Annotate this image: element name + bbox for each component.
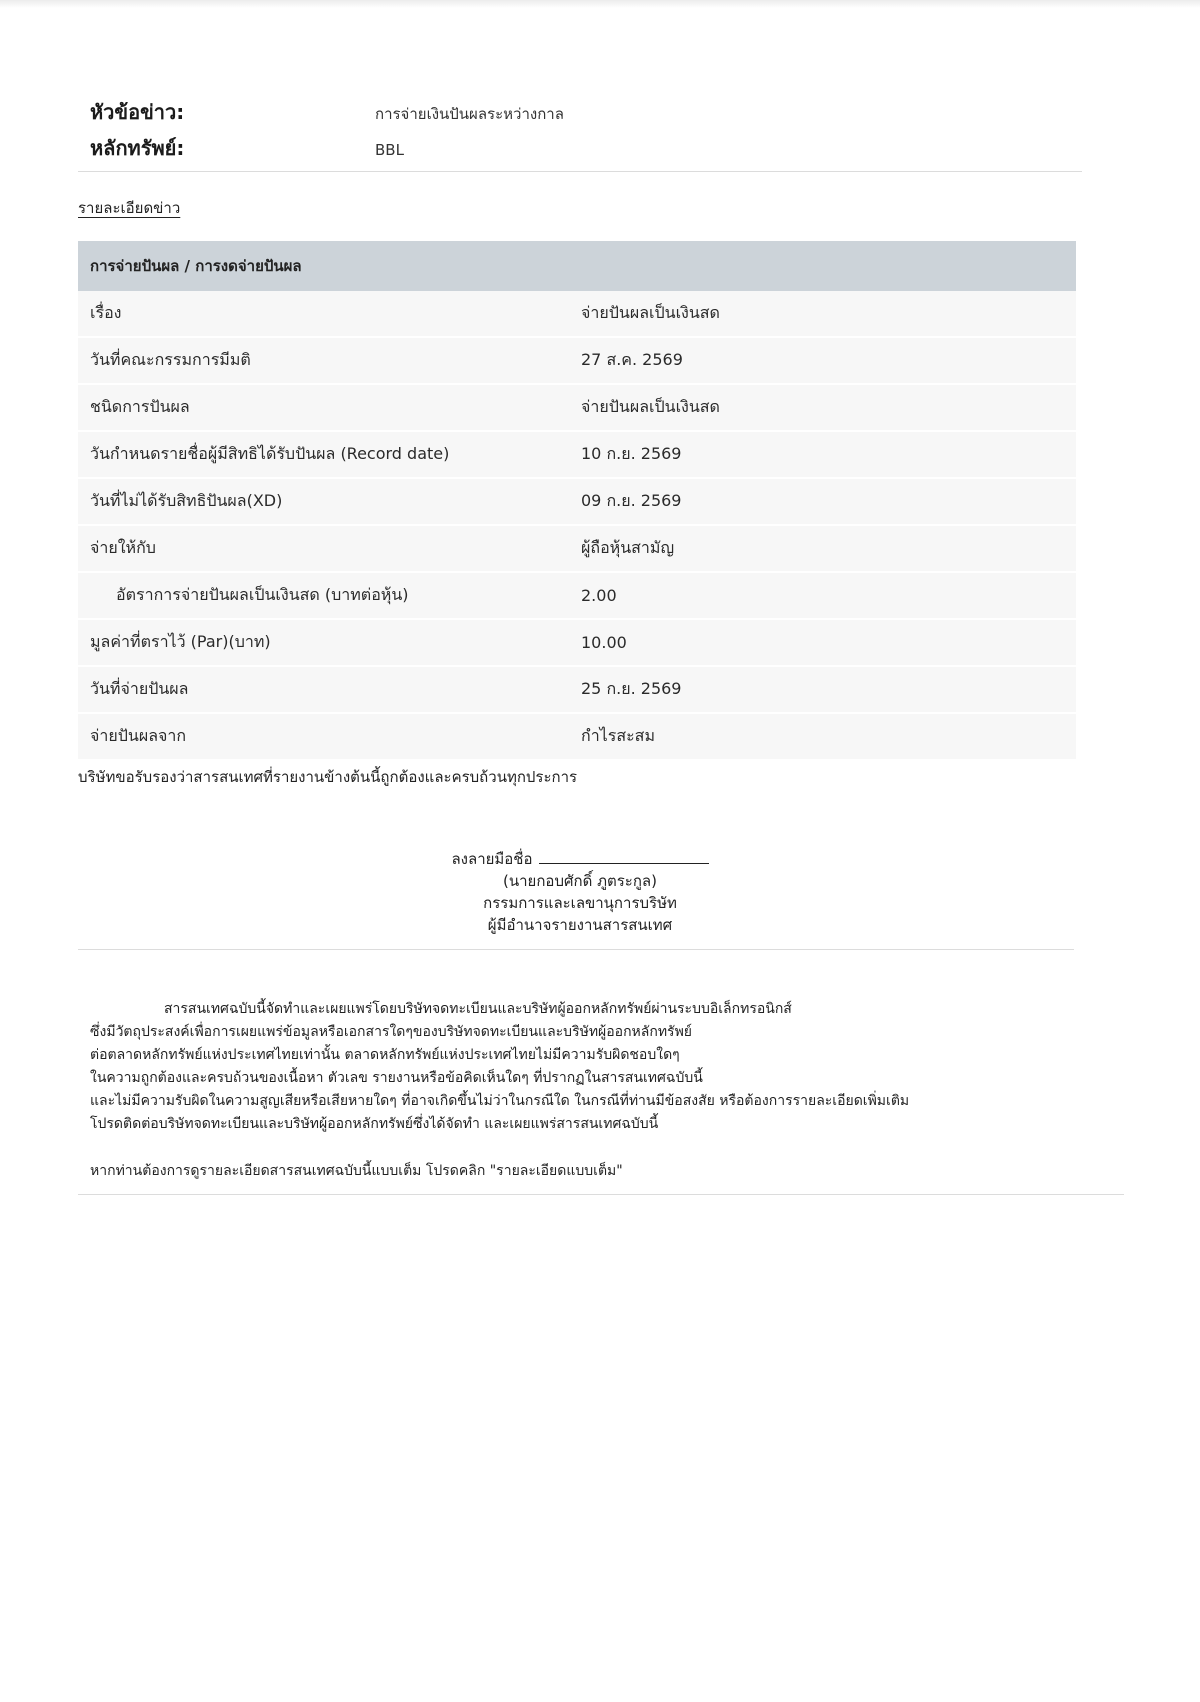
- row-label: จ่ายปันผลจาก: [90, 726, 187, 745]
- table-row: [78, 338, 1076, 385]
- security-row: [90, 132, 1082, 168]
- headline-value: การจ่ายเงินปันผลระหว่างกาล: [375, 105, 564, 123]
- disclaimer-line: ซึ่งมีวัตถุประสงค์เพื่อการเผยแพร่ข้อมูลหรือเอกสารใดๆของบริษัทจดทะเบียนและบริษัทผู้ออกหลักทรัพย์: [90, 1024, 693, 1040]
- signature-divider: [78, 949, 1074, 950]
- signature-line-row: [340, 848, 820, 870]
- bottom-divider: [78, 1194, 1124, 1195]
- table-row: [78, 714, 1076, 761]
- row-value: 09 ก.ย. 2569: [581, 491, 682, 510]
- row-value: 10 ก.ย. 2569: [581, 444, 682, 463]
- row-label: วันที่จ่ายปันผล: [90, 679, 189, 698]
- top-shadow: [0, 0, 1200, 8]
- disclaimer-line: สารสนเทศฉบับนี้จัดทำและเผยแพร่โดยบริษัทจดทะเบียนและบริษัทผู้ออกหลักทรัพย์ผ่านระบบอิเล็กทรอนิกส์: [164, 1001, 792, 1017]
- disclaimer-line: โปรดติดต่อบริษัทจดทะเบียนและบริษัทผู้ออกหลักทรัพย์ซึ่งได้จัดทำ และเผยแพร่สารสนเทศฉบับนี้: [90, 1116, 659, 1132]
- table-row: [78, 573, 1076, 620]
- headline-row: [90, 96, 1082, 132]
- signature-line: [539, 849, 709, 864]
- disclaimer: [90, 998, 1100, 1136]
- table-row: [78, 479, 1076, 526]
- headline-label: หัวข้อข่าว:: [90, 100, 185, 124]
- signer-role: ผู้มีอำนาจรายงานสารสนเทศ: [487, 916, 673, 934]
- table-row: [78, 432, 1076, 479]
- table-title: การจ่ายปันผล / การงดจ่ายปันผล: [78, 241, 1076, 291]
- sign-label: ลงลายมือชื่อ: [451, 850, 533, 868]
- table-row: [78, 385, 1076, 432]
- row-label: อัตราการจ่ายปันผลเป็นเงินสด (บาทต่อหุ้น): [116, 585, 409, 604]
- disclaimer-line: และไม่มีความรับผิดในความสูญเสียหรือเสียหายใดๆ ที่อาจเกิดขึ้นไม่ว่าในกรณีใด ในกรณีที่ท่านมีข้อสงสัย หรือต้องการรายละเอียดเพิ่มเติม: [90, 1093, 910, 1109]
- row-value: 25 ก.ย. 2569: [581, 679, 682, 698]
- row-label: วันกำหนดรายชื่อผู้มีสิทธิได้รับปันผล (Record date): [90, 444, 450, 463]
- signer-title: กรรมการและเลขานุการบริษัท: [483, 894, 677, 912]
- row-value: 2.00: [581, 586, 617, 605]
- row-label: วันที่ไม่ได้รับสิทธิปันผล(XD): [90, 491, 283, 510]
- security-value: BBL: [375, 141, 404, 159]
- certification-text: บริษัทขอรับรองว่าสารสนเทศที่รายงานข้างต้นนี้ถูกต้องและครบถ้วนทุกประการ: [78, 768, 578, 786]
- row-label: จ่ายให้กับ: [90, 538, 156, 557]
- table-row: [78, 667, 1076, 714]
- full-detail-note: หากท่านต้องการดูรายละเอียดสารสนเทศฉบับนี้แบบเต็ม โปรดคลิก "รายละเอียดแบบเต็ม": [90, 1163, 623, 1179]
- row-value: 10.00: [581, 633, 627, 652]
- row-value: จ่ายปันผลเป็นเงินสด: [581, 303, 720, 322]
- row-value: 27 ส.ค. 2569: [581, 350, 683, 369]
- row-value: จ่ายปันผลเป็นเงินสด: [581, 397, 720, 416]
- table-row: [78, 620, 1076, 667]
- disclaimer-line: ในความถูกต้องและครบถ้วนของเนื้อหา ตัวเลข รายงานหรือข้อคิดเห็นใดๆ ที่ปรากฏในสารสนเทศฉบับนี้: [90, 1070, 703, 1086]
- row-label: เรื่อง: [90, 303, 122, 322]
- row-label: ชนิดการปันผล: [90, 397, 190, 416]
- row-value: กำไรสะสม: [581, 726, 655, 745]
- news-detail-link[interactable]: รายละเอียดข่าว: [78, 199, 181, 217]
- security-label: หลักทรัพย์:: [90, 136, 185, 160]
- row-value: ผู้ถือหุ้นสามัญ: [581, 538, 675, 557]
- row-label: มูลค่าที่ตราไว้ (Par)(บาท): [90, 632, 271, 651]
- signer-name: (นายกอบศักดิ์ ภูตระกูล): [503, 872, 657, 890]
- row-label: วันที่คณะกรรมการมีมติ: [90, 350, 251, 369]
- disclaimer-line: ต่อตลาดหลักทรัพย์แห่งประเทศไทยเท่านั้น ตลาดหลักทรัพย์แห่งประเทศไทยไม่มีความรับผิดชอบใดๆ: [90, 1047, 680, 1063]
- table-row: [78, 291, 1076, 338]
- signature-block: [340, 848, 820, 936]
- news-header: [90, 96, 1082, 168]
- table-row: [78, 526, 1076, 573]
- header-divider: [78, 171, 1082, 172]
- dividend-table: [78, 241, 1076, 761]
